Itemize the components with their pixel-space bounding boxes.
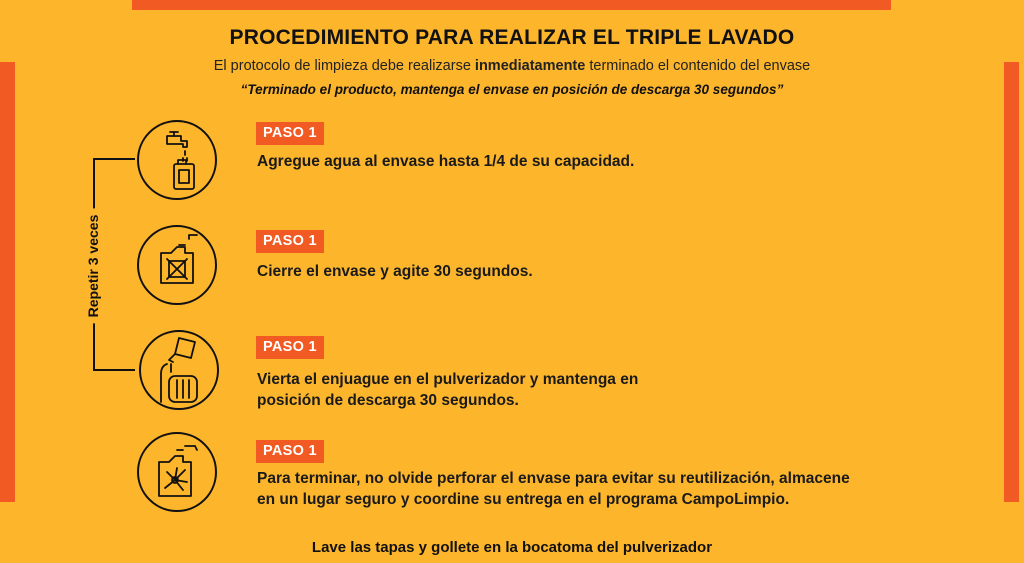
subtitle-part: El protocolo de limpieza debe realizarse: [213, 58, 475, 74]
quote-text: “Terminado el producto, mantenga el envase en posición de descarga 30 segundos”: [240, 82, 784, 97]
right-accent-bar: [1004, 62, 1019, 502]
footer-note: Lave las tapas y gollete en la bocatoma del pulverizador: [311, 539, 713, 556]
subtitle-emphasis: inmediatamente: [474, 58, 586, 74]
step-badge: PASO 1: [256, 122, 324, 145]
repeat-label: Repetir 3 veces: [85, 209, 101, 324]
faucet-jerrycan-icon: [137, 120, 217, 200]
step-text-line: en un lugar seguro y coordine su entrega en el programa CampoLimpio.: [257, 491, 790, 508]
step-text-line: Para terminar, no olvide perforar el envase para evitar su reutilización, almacene: [257, 470, 850, 487]
pour-into-sprayer-icon: [139, 330, 219, 410]
step-text: Cierre el envase y agite 30 segundos.: [257, 263, 533, 280]
step-text-line: posición de descarga 30 segundos.: [257, 392, 519, 409]
step-text: [257, 468, 850, 510]
subtitle-part: terminado el contenido del envase: [585, 58, 811, 74]
step-badge: PASO 1: [256, 230, 324, 253]
perforated-jerrycan-icon: [137, 432, 217, 512]
step-text: Agregue agua al envase hasta 1/4 de su capacidad.: [257, 153, 635, 170]
left-accent-bar: [0, 62, 15, 502]
page-title: PROCEDIMIENTO PARA REALIZAR EL TRIPLE LAVADO: [229, 26, 795, 49]
top-accent-bar: [132, 0, 891, 10]
step-text-line: Vierta el enjuague en el pulverizador y mantenga en: [257, 371, 639, 388]
subtitle: [0, 58, 1024, 74]
step-text: [257, 369, 638, 411]
step-badge: PASO 1: [256, 336, 324, 359]
closed-jerrycan-icon: [137, 225, 217, 305]
step-badge: PASO 1: [256, 440, 324, 463]
